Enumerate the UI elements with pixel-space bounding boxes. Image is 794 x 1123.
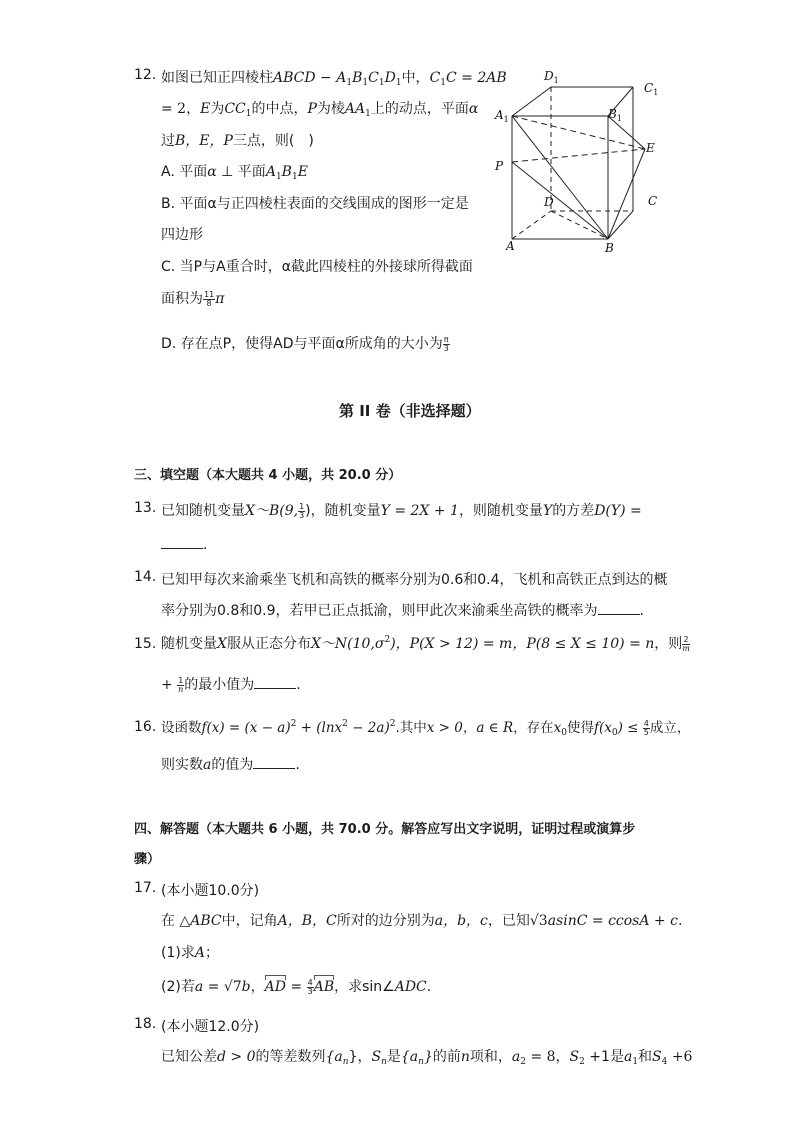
q15-answer-blank[interactable] — [254, 676, 296, 689]
q15-line2: + $\frac{1}{n}$ 的最小值为 . — [161, 675, 301, 694]
q12-option-b-line2: 四边形 — [161, 227, 203, 243]
q13-answer-blank[interactable]: . — [161, 536, 207, 553]
q12-option-b-line1: B. 平面α与正四棱柱表面的交线围成的图形一定是 — [161, 196, 469, 212]
q16-number: 16. — [134, 719, 157, 735]
q12-option-c-line1: C. 当P与A重合时，α截此四棱柱的外接球所得截面 — [161, 259, 473, 275]
label-E: E — [646, 141, 655, 155]
q17-stem: 在 △ABC中，记角A，B，C所对的边分别为a，b，c，已知√3asinC = ccosA + c. — [161, 913, 683, 929]
q14-answer-blank[interactable] — [598, 602, 640, 615]
prism-figure — [490, 66, 670, 256]
q14-line1: 已知甲每次来渝乘坐飞机和高铁的概率分别为0.6和0.4，飞机和高铁正点到达的概 — [161, 572, 668, 588]
q12-line2: = 2，E为$CC_1$的中点，P为棱$AA_1$上的动点，平面α — [161, 101, 479, 119]
q17-number: 17. — [134, 880, 157, 896]
q13-text: 已知随机变量X～B(9, $\frac{1}{3}$ )，随机变量Y = 2X + 1，则随机变量Y的方差D(Y) = — [161, 501, 642, 520]
q16-line1: 设函数$f(x) = (x - a)^2 + (\ln x^2 - 2a)^2$.其中x > 0，a ∈ R，存在$x_0$使得$f(x_0)$ ≤ $\frac{4}{5}$ 成立， — [161, 718, 691, 738]
q18-stem: 已知公差d > 0的等差数列$\{a_n\}$，$S_n$是$\{a_n\}$的前n项和，$a_2 = 8$，$S_2 +1$是$a_1$和$S_4 +6$ — [161, 1049, 693, 1067]
q12-line3: 过B，E，P三点，则( ) — [161, 133, 314, 149]
q16-line2: 则实数a的值为 . — [161, 757, 300, 773]
label-D1: $D_1$ — [544, 69, 559, 85]
section2-title: 第 II 卷（非选择题） — [339, 402, 481, 420]
label-P: P — [495, 159, 504, 173]
q12-option-d: D. 存在点P，使得AD与平面α所成角的大小为 $\frac{\pi}{3}$ — [161, 334, 449, 353]
section4-title-line1: 四、解答题（本大题共 6 小题，共 70.0 分。解答应写出文字说明，证明过程或演算步 — [134, 822, 636, 837]
q13-number: 13. — [134, 500, 157, 516]
q17-score: (本小题10.0分) — [161, 883, 260, 899]
q14-number: 14. — [134, 569, 157, 585]
q15-number: 15. — [134, 636, 157, 652]
q14-line2: 率分别为0.8和0.9，若甲已正点抵渝，则甲此次来渝乘坐高铁的概率为 . — [161, 603, 644, 619]
label-A1: $A_1$ — [495, 108, 509, 124]
label-B: B — [605, 241, 614, 255]
q12-number: 12. — [134, 67, 157, 83]
label-B1: $B_1$ — [608, 107, 622, 123]
q17-part1: (1)求A； — [161, 945, 219, 961]
section3-title: 三、填空题（本大题共 4 小题，共 20.0 分） — [134, 468, 402, 483]
label-D: D — [544, 195, 554, 209]
label-C: C — [648, 194, 658, 208]
q18-number: 18. — [134, 1016, 157, 1032]
q12-option-c-line2: 面积为 $\frac{11}{8}$ π — [161, 289, 225, 308]
label-A: A — [506, 239, 515, 253]
section4-title-line2: 骤） — [134, 852, 161, 867]
q17-part2: (2)若a = √7b，AD = $\frac{4}{3}$ AB，求sin∠ADC. — [161, 977, 432, 996]
q12-option-a: A. 平面α ⊥ 平面$A_1B_1E$ — [161, 164, 308, 182]
q12-line1: 如图已知正四棱柱ABCD − $A_1B_1C_1D_1$中，$C_1C = 2AB$ — [161, 70, 507, 88]
q15-line1: 随机变量X服从正态分布$X\sim N(10,\sigma^2)$，P(X > 12) = m，P(8 ≤ X ≤ 10) = n，则 $\frac{2}{m}$ — [161, 634, 690, 653]
label-C1: $C_1$ — [644, 81, 659, 97]
q16-answer-blank[interactable] — [253, 756, 295, 769]
q18-score: (本小题12.0分) — [161, 1019, 260, 1035]
